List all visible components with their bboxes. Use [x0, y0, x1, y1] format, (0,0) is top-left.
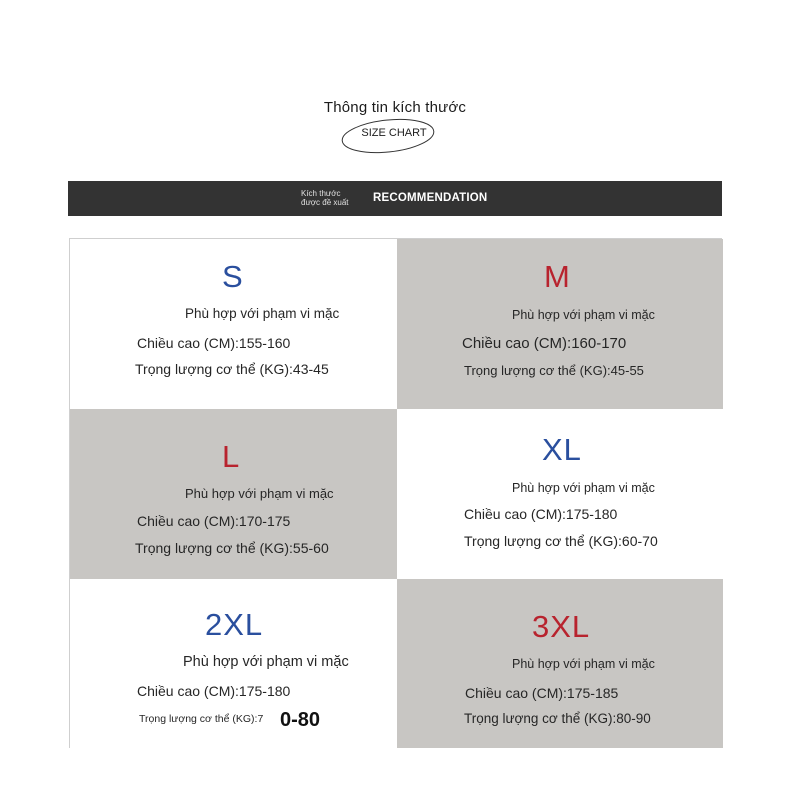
weight-range: Trọng lượng cơ thể (KG):7 — [139, 713, 264, 725]
size-cell-2xl — [70, 579, 397, 748]
size-label: M — [544, 259, 571, 294]
weight-range: Trọng lượng cơ thể (KG):80-90 — [464, 711, 651, 726]
fit-range-label: Phù hợp với phạm vi mặc — [512, 308, 655, 322]
height-range: Chiều cao (CM):160-170 — [462, 335, 627, 352]
fit-range-label: Phù hợp với phạm vi mặc — [512, 657, 655, 671]
size-cell-m — [397, 239, 723, 409]
fit-range-label: Phù hợp với phạm vi mặc — [183, 654, 349, 670]
size-cell-xl — [397, 409, 723, 579]
size-cell-l — [70, 409, 397, 579]
size-label: 2XL — [205, 607, 264, 642]
weight-range: Trọng lượng cơ thể (KG):45-55 — [464, 363, 644, 378]
height-range: Chiều cao (CM):170-175 — [137, 513, 291, 529]
recommendation-bar — [68, 181, 722, 216]
bar-label-line1: Kích thước — [301, 189, 341, 198]
height-range: Chiều cao (CM):175-180 — [137, 683, 291, 699]
size-label: L — [222, 439, 241, 474]
size-chart-subtitle: SIZE CHART — [361, 127, 427, 139]
size-chart-badge — [340, 117, 436, 157]
fit-range-label: Phù hợp với phạm vi mặc — [185, 486, 334, 501]
weight-range-extra: 0-80 — [280, 709, 321, 731]
height-range: Chiều cao (CM):175-185 — [465, 685, 619, 701]
weight-range: Trọng lượng cơ thể (KG):55-60 — [135, 540, 329, 556]
weight-range: Trọng lượng cơ thể (KG):60-70 — [464, 533, 658, 549]
fit-range-label: Phù hợp với phạm vi mặc — [185, 306, 340, 321]
size-cell-s — [70, 239, 397, 409]
height-range: Chiều cao (CM):155-160 — [137, 335, 291, 351]
size-grid — [69, 238, 722, 748]
bar-main-label: RECOMMENDATION — [373, 192, 488, 204]
size-label: S — [222, 259, 244, 294]
size-label: 3XL — [532, 609, 591, 644]
size-cell-3xl — [397, 579, 723, 748]
bar-small-label — [301, 189, 365, 207]
fit-range-label: Phù hợp với phạm vi mặc — [512, 481, 655, 495]
height-range: Chiều cao (CM):175-180 — [464, 506, 618, 522]
weight-range: Trọng lượng cơ thể (KG):43-45 — [135, 361, 329, 377]
bar-label-line2: được đề xuất — [301, 198, 349, 207]
size-label: XL — [542, 432, 582, 467]
page-title: Thông tin kích thước — [323, 99, 467, 116]
